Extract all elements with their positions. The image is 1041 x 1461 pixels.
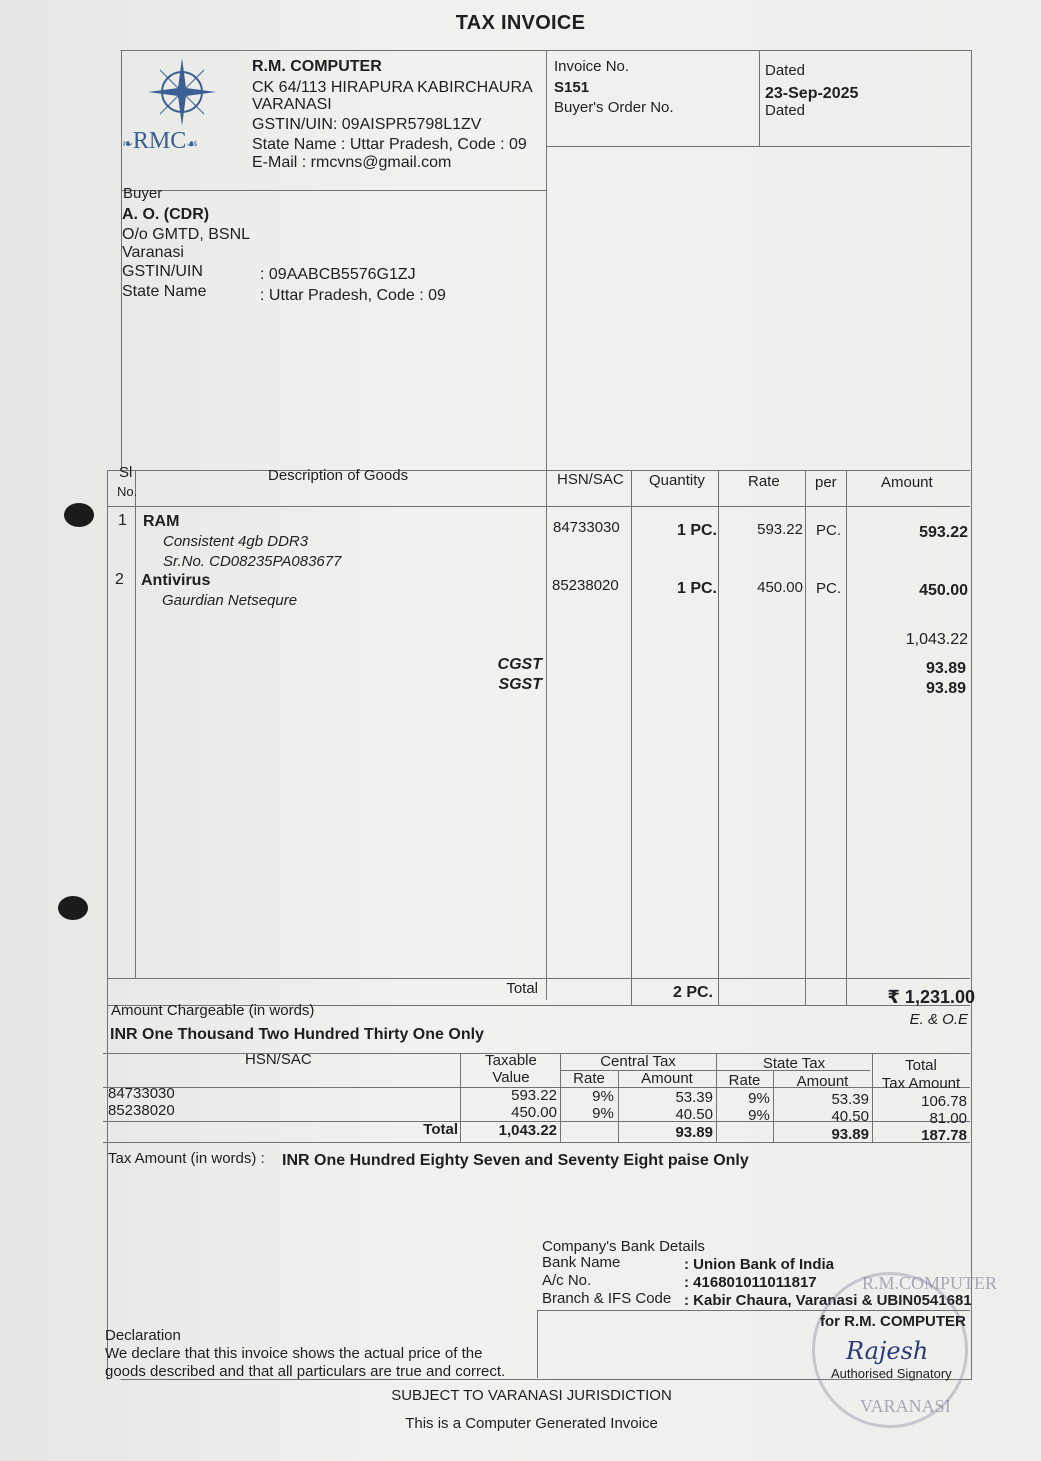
col-sl — [135, 470, 136, 978]
bank-ac-label: A/c No. — [542, 1272, 592, 1289]
buyer-line2: Varanasi — [122, 244, 184, 261]
tax-hdr-samt: Amount — [796, 1073, 849, 1090]
col-rate — [805, 470, 806, 1006]
tax-total-central: 93.89 — [675, 1124, 713, 1141]
words-label: Amount Chargeable (in words) — [111, 1002, 315, 1019]
buyer-gstin-label: GSTIN/UIN — [122, 263, 203, 280]
invoice-no: S151 — [554, 79, 590, 96]
total-amount: ₹ 1,231.00 — [887, 987, 975, 1007]
seller-gstin: GSTIN/UIN: 09AISPR5798L1ZV — [252, 116, 482, 133]
item2-rate: 450.00 — [757, 579, 803, 596]
hdr-description: Description of Goods — [268, 467, 409, 484]
tax-hdr-taxable2: Value — [492, 1069, 530, 1086]
tax-row2-total: 81.00 — [929, 1110, 967, 1127]
document-title: TAX INVOICE — [455, 12, 586, 34]
total-label: Total — [506, 980, 538, 997]
tax-row2-hsn: 85238020 — [108, 1102, 175, 1119]
rmc-logo-text — [122, 128, 198, 155]
tax-hdr-total2: Tax Amount — [881, 1075, 961, 1092]
invoice-meta-divider — [546, 146, 970, 147]
tax-row1-camt: 53.39 — [675, 1089, 713, 1106]
tax-total-taxable: 1,043.22 — [498, 1122, 557, 1139]
item1-hsn: 84733030 — [553, 519, 620, 536]
buyer-name: A. O. (CDR) — [122, 206, 210, 223]
bank-heading: Company's Bank Details — [542, 1238, 705, 1255]
seller-email: E-Mail : rmcvns@gmail.com — [252, 154, 452, 171]
tax-hdr-srate: Rate — [728, 1072, 761, 1089]
logo-text: RMC — [132, 128, 187, 154]
hdr-rate: Rate — [748, 473, 780, 490]
bank-name-label: Bank Name — [542, 1254, 621, 1271]
seller-address2: VARANASI — [252, 96, 332, 113]
handwritten-signature: Rajesh — [846, 1337, 929, 1365]
logo-swirl-left-icon: ❧ — [122, 136, 133, 151]
bank-ac: : 416801011011817 — [684, 1274, 817, 1291]
tax-row1-hsn: 84733030 — [108, 1085, 175, 1102]
tax-row1-total: 106.78 — [921, 1093, 967, 1110]
items-top-rule — [107, 470, 970, 471]
invoice-no-label: Invoice No. — [554, 58, 630, 75]
buyer-state: : Uttar Pradesh, Code : 09 — [260, 287, 446, 304]
item1-amount: 593.22 — [919, 524, 968, 541]
header-divider — [546, 50, 547, 1000]
bank-ifs-label: Branch & IFS Code — [542, 1290, 672, 1307]
seller-buyer-divider — [121, 190, 546, 191]
tax-words-label: Tax Amount (in words) : — [108, 1150, 265, 1167]
item1-detail1: Consistent 4gb DDR3 — [163, 533, 309, 550]
buyer-label: Buyer — [123, 185, 163, 202]
stamp-bottom-text: VARANASI — [860, 1396, 951, 1416]
declaration-line2: goods described and that all particulars are true and correct. — [105, 1363, 506, 1380]
item2-hsn: 85238020 — [552, 577, 619, 594]
eoe: E. & O.E — [909, 1011, 968, 1028]
item2-sl: 2 — [115, 571, 124, 588]
tax-hdr-crate: Rate — [573, 1070, 605, 1087]
invoice-date: 23-Sep-2025 — [765, 85, 859, 102]
sgst-amount: 93.89 — [925, 680, 966, 697]
item2-name: Antivirus — [141, 572, 211, 589]
tax-hdr-camt: Amount — [641, 1070, 693, 1087]
items-header-rule — [107, 506, 970, 507]
cgst-amount: 93.89 — [925, 660, 966, 677]
signature-left-rule — [537, 1310, 538, 1378]
hdr-per: per — [815, 474, 837, 491]
seller-name: R.M. COMPUTER — [252, 58, 382, 75]
bank-name: : Union Bank of India — [684, 1256, 834, 1273]
tax-total-label: Total — [423, 1121, 458, 1138]
footer-generated: This is a Computer Generated Invoice — [405, 1415, 658, 1432]
tax-hdr-hsn: HSN/SAC — [245, 1051, 312, 1068]
tax-total-amount: 187.78 — [921, 1127, 967, 1144]
punch-hole-top — [64, 503, 94, 527]
tax-row2-crate: 9% — [592, 1105, 614, 1122]
tax-words-value: INR One Hundred Eighty Seven and Seventy Eight paise Only — [282, 1152, 749, 1169]
col-qty — [718, 470, 719, 1006]
stamp-top-text: R.M.COMPUTER — [862, 1273, 998, 1293]
hdr-hsn: HSN/SAC — [557, 471, 624, 488]
tax-hdr-central: Central Tax — [600, 1053, 676, 1070]
compass-logo-icon — [148, 58, 216, 126]
col-hsn — [631, 470, 632, 1006]
logo-swirl-right-icon: ☙ — [186, 136, 198, 151]
hdr-amount: Amount — [881, 474, 933, 491]
item2-qty: 1 PC. — [676, 580, 717, 597]
sgst-label: SGST — [498, 676, 542, 693]
invoice-meta-col — [759, 50, 760, 146]
frame-left-lower — [107, 470, 108, 1380]
punch-hole-bottom — [58, 896, 88, 920]
item2-detail1: Gaurdian Netsequre — [162, 592, 298, 609]
item1-qty: 1 PC. — [676, 522, 717, 539]
signature-label: Authorised Signatory — [831, 1366, 952, 1381]
words-value: INR One Thousand Two Hundred Thirty One Only — [110, 1026, 484, 1043]
tax-row1-samt: 53.39 — [831, 1091, 869, 1108]
buyer-gstin: : 09AABCB5576G1ZJ — [260, 266, 416, 283]
cgst-label: CGST — [497, 656, 542, 673]
item1-per: PC. — [816, 522, 842, 539]
hdr-no: No. — [117, 484, 138, 499]
tax-row2-srate: 9% — [748, 1107, 770, 1124]
tax-row1-srate: 9% — [748, 1090, 770, 1107]
tax-row2-taxable: 450.00 — [511, 1104, 557, 1121]
item2-amount: 450.00 — [919, 582, 968, 599]
total-qty: 2 PC. — [672, 984, 713, 1001]
tax-row1-taxable: 593.22 — [511, 1087, 557, 1104]
tax-row2-samt: 40.50 — [831, 1108, 869, 1125]
buyer-order-label: Buyer's Order No. — [554, 99, 674, 116]
items-total-rule — [107, 978, 970, 979]
tax-row1-crate: 9% — [592, 1088, 614, 1105]
tax-row2-camt: 40.50 — [675, 1106, 713, 1123]
dated2-label: Dated — [765, 102, 806, 119]
seller-address1: CK 64/113 HIRAPURA KABIRCHAURA — [252, 79, 533, 96]
seller-state: State Name : Uttar Pradesh, Code : 09 — [252, 136, 527, 153]
item1-rate: 593.22 — [757, 521, 803, 538]
hdr-sl: Sl — [119, 464, 133, 481]
tax-hdr-total1: Total — [905, 1057, 937, 1074]
declaration-line1: We declare that this invoice shows the actual price of the — [105, 1345, 483, 1362]
footer-jurisdiction: SUBJECT TO VARANASI JURISDICTION — [391, 1387, 672, 1404]
item1-name: RAM — [143, 513, 180, 530]
tax-col-hsn — [460, 1053, 461, 1142]
item1-sl: 1 — [118, 512, 127, 529]
hdr-quantity: Quantity — [649, 472, 705, 489]
bank-ifs: : Kabir Chaura, Varanasi & UBIN0541681 — [684, 1292, 972, 1309]
buyer-line1: O/o GMTD, BSNL — [122, 226, 251, 243]
signature-for: for R.M. COMPUTER — [820, 1313, 966, 1330]
item1-detail2: Sr.No. CD08235PA083677 — [163, 553, 342, 570]
col-per — [846, 470, 847, 1006]
declaration-heading: Declaration — [105, 1327, 181, 1344]
dated-label: Dated — [765, 62, 806, 79]
tax-hdr-taxable1: Taxable — [485, 1052, 537, 1069]
subtotal: 1,043.22 — [905, 631, 968, 648]
tax-total-state: 93.89 — [831, 1126, 869, 1143]
buyer-state-label: State Name — [122, 283, 207, 300]
item2-per: PC. — [816, 580, 842, 597]
tax-hdr-state: State Tax — [762, 1055, 826, 1072]
